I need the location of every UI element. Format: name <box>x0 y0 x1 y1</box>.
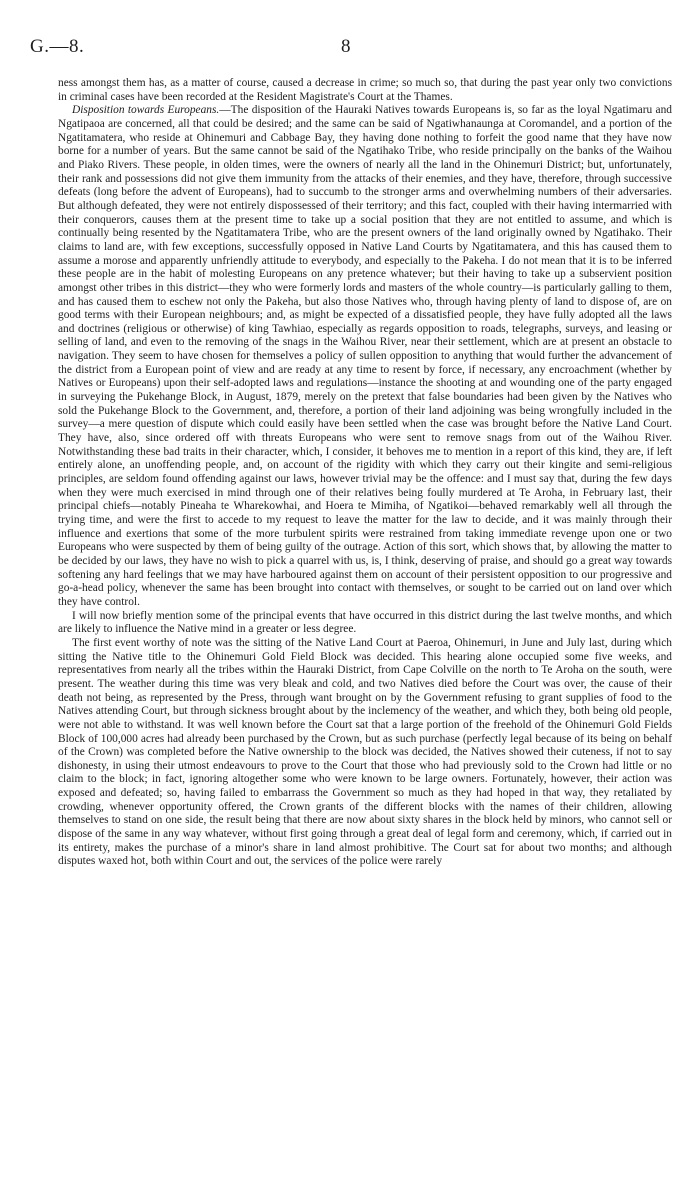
page-header <box>30 36 670 66</box>
paragraph-text: ness amongst them has, as a matter of course, caused a decrease in crime; so much so, that during the past year only two convictions in criminal cases have been recorded at the Resident Magistrate's Court at the Thames. <box>58 77 672 103</box>
paragraph-text: The first event worthy of note was the sitting of the Native Land Court at Paeroa, Ohinemuri, in June and July last, during which sitting the Native title to the Ohinemuri Gold Field Block was decided. This hearing alone occupied some five weeks, and representatives from nearly all the tribes within the Hauraki District, from Cape Colville on the north to Te Aroha on the south, were present. The weather during this time was very bleak and cold, and two Natives died before the Court was over, the cause of their death not being, as represented by the Press, through want brought on by the Government refusing to grant supplies of food to the Natives attending Court, but through sickness brought about by the inclemency of the weather, and which they, both being old people, were not able to withstand. It was well known before the Court sat that a large portion of the freehold of the Ohinemuri Gold Fields Block of 100,000 acres had already been purchased by the Crown, but as such purchase (perfectly legal because of its being on behalf of the Crown) was completed before the Native ownership to the block was decided, the Natives showed their cuteness, if not to say dishonesty, in using their utmost endeavours to prove to the Court that those who had previously sold to the Crown had little or no claim to the block; in fact, ignoring altogether some who were known to be large owners. Fortunately, however, their action was exposed and defeated; so, having failed to embarrass the Government so much as they had hoped in that way, they retaliated by crowding, whenever opportunity offered, the Crown grants of the different blocks with the names of their children, allowing themselves to stand on one side, the result being that there are now about sixty shares in the block held by minors, who cannot sell or dispose of the same in any way whatever, without first going through a great deal of legal form and ceremony, which, if carried out in its entirety, makes the purchase of a minor's share in land almost prohibitive. The Court sat for about two months; and although disputes waxed hot, both within Court and out, the services of the police were rarely <box>58 636 672 868</box>
body-text <box>58 77 672 869</box>
paragraph-text: I will now briefly mention some of the principal events that have occurred in this district during the last twelve months, and which are likely to influence the Native mind in a greater or less degree. <box>58 609 672 636</box>
paragraph-land-court <box>58 637 672 869</box>
paragraph-continuation <box>58 77 672 104</box>
document-code: G.—8. <box>30 36 85 57</box>
paragraph-disposition <box>58 104 672 609</box>
paragraph-principal-events <box>58 610 672 637</box>
section-heading: Disposition towards Europeans. <box>72 104 220 117</box>
page-number: 8 <box>341 36 351 57</box>
paragraph-text: —The disposition of the Hauraki Natives towards Europeans is, so far as the loyal Ngatimaru and Ngatipaoa are concerned, all that could be desired; and the same can be said of Ngatiwhanaunga at Coromandel, and a portion of the Ngatitamatera, who reside at Ohinemuri and Cabbage Bay, they having done nothing to forfeit the good name that they have now borne for a number of years. But the same cannot be said of the Ngatihako Tribe, who reside principally on the banks of the Waihou and Piako Rivers. These people, in olden times, were the owners of nearly all the land in the Ohinemuri District; but, unfortunately, their rank and possessions did not give them immunity from the attacks of their enemies, and they have, therefore, through successive defeats (long before the advent of Europeans), had to succumb to the stronger arms and overwhelming numbers of their adversaries. But although defeated, they were not entirely dispossessed of their territory; and this fact, coupled with their having intermarried with their conquerors, causes them at the present time to take up a social position that they are not entitled to assume, and which is continually being resented by the Ngatitamatera Tribe, who are the present owners of the land originally owned by Ngatihako. Their claims to land are, with few exceptions, successfully opposed in Native Land Courts by Ngatitamatera, and this has caused them to assume a morose and apparently unfriendly attitude to everybody, and especially to the Pakeha. I do not mean that it is to be inferred these people are in the habit of molesting Europeans on any pretence whatever; but their having to take up a subservient position amongst other tribes in this district—they who were formerly lords and masters of the whole country—is particularly galling to them, and has caused them to eschew not only the Pakeha, but also those Natives who, through having plenty of land to dispose of, are on good terms with their European neighbours; and, as might be expected of a dissatisfied people, they have fully adopted all the laws and doctrines (religious or otherwise) of king Tawhiao, especially as regards opposition to roads, telegraphs, surveys, and leasing or selling of land, and even to the removing of the snags in the Waihou River, near their settlement, which are at present an obstacle to navigation. They seem to have chosen for themselves a policy of sullen opposition to anything that would further the advancement of the district from a European point of view and are ready at any time to resent by force, if necessary, any encroachment (whether by Natives or Europeans) upon their self-adopted laws and regulations—instance the shooting at and wounding one of the party engaged in surveying the Pukehange Block, in August, 1879, merely on the pretext that false boundaries had been given by the Natives who sold the Pukehange Block to the Government, and, therefore, a portion of their land adjoining was being wrongfully included in the survey—a mere question of dispute which could easily have been settled when the case was brought before the Native Land Court. They have, also, since ordered off with threats Europeans who were sent to remove snags from out of the Waihou River. Notwithstanding these bad traits in their character, which, I consider, it behoves me to mention in a report of this kind, they are, if left entirely alone, an unoffending people, and, on account of the rigidity with which they carry out their kingite and semi-religious principles, are seldom found offending against our laws, however trivial may be the offence: and I must say that, during the few days when they were much exercised in mind through one of their relatives being foully murdered at Te Aroha, in February last, their principal chiefs—notably Pineaha te Wharekowhai, and Hoera te Mimiha, of Ngatikoi—behaved remarkably well all through the trying time, and were the first to accede to my request to leave the matter for the law to decide, and it was mainly through their influence and exertions that some of the more turbulent spirits were restrained from taking immediate revenge upon one or two Europeans who were suspected by them of being guilty of the outrage. Action of this sort, which shows that, by allowing the matter to be decided by our laws, they have no wish to pick a quarrel with us, is, I think, deserving of praise, and should go a great way towards softening any hard feelings that we may have harboured against them on account of their persistent opposition to our progressive and go-a-head policy, whenever the same has been brought into contact with themselves, or sought to be carried out on land over which they have control. <box>58 104 672 608</box>
